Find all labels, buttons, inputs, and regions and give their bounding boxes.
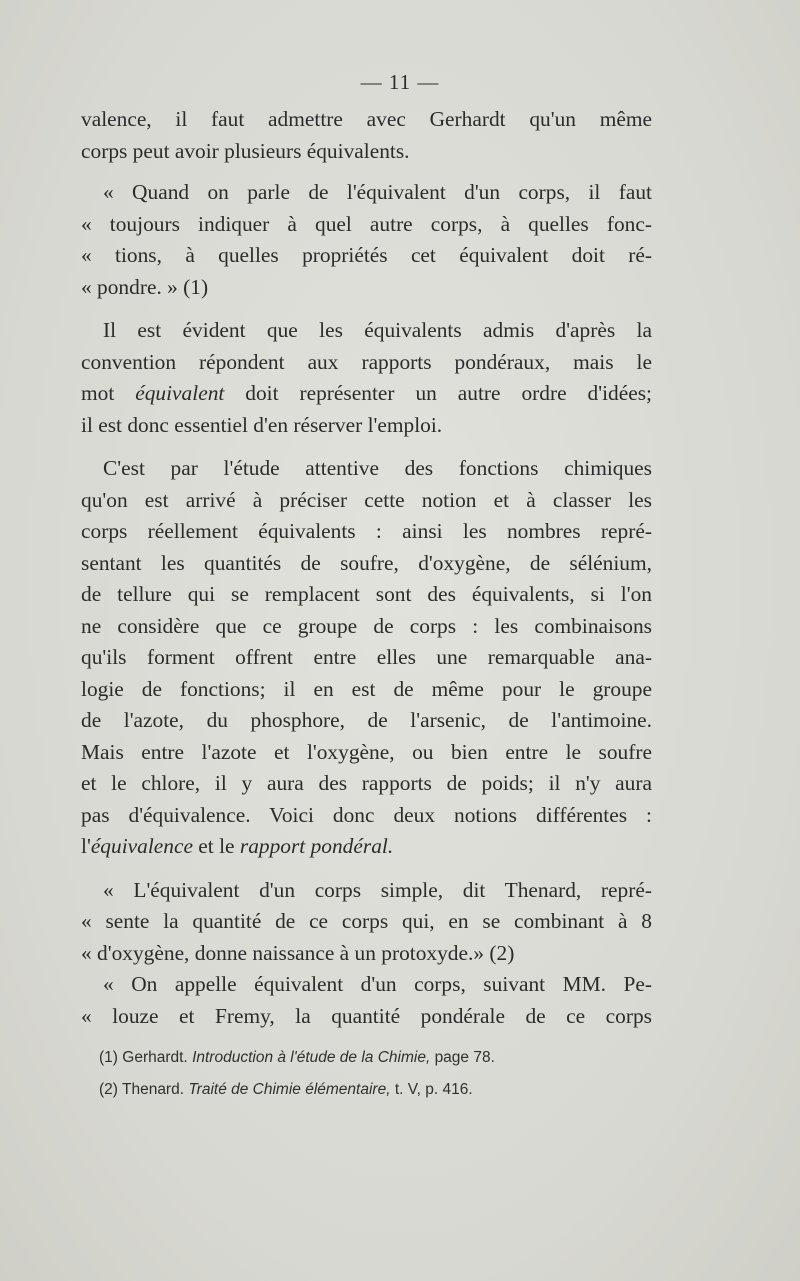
text-line: corps réellement équivalents : ainsi les nombres repré- — [81, 519, 652, 543]
text-line: convention répondent aux rapports pondéraux, mais le — [81, 349, 652, 374]
text-line: qu'ils forment offrent entre elles une remarquable ana- — [81, 645, 652, 669]
text-line: « On appelle équivalent d'un corps, suivant MM. Pe- — [103, 972, 652, 996]
text-line: « louze et Fremy, la quantité pondérale de ce corps — [81, 1003, 652, 1028]
text-line: « L'équivalent d'un corps simple, dit Thenard, repré- — [103, 877, 652, 902]
text-line: « pondre. » (1) — [81, 274, 209, 299]
text-line: C'est par l'étude attentive des fonctions chimiques — [103, 456, 652, 480]
footnotes — [99, 1046, 599, 1109]
text-line: Il est évident que les équivalents admis d'après la — [103, 318, 652, 342]
text-line: qu'on est arrivé à préciser cette notion et à classer les — [81, 487, 652, 512]
text-line: « tions, à quelles propriétés cet équivalent doit ré- — [81, 243, 652, 267]
text-line-with-italic: l'équivalence et le rapport pondéral. — [81, 834, 394, 858]
text-line: « d'oxygène, donne naissance à un protoxyde.» (2) — [81, 940, 515, 965]
text-line-with-italic: mot équivalent doit représenter un autre ordre d'idées; — [81, 381, 652, 405]
text-line: corps peut avoir plusieurs équivalents. — [81, 138, 410, 163]
footnote: (1) Gerhardt. Introduction à l'étude de la Chimie, page 78. — [99, 1049, 495, 1066]
text-line: ne considère que ce groupe de corps : les combinaisons — [81, 613, 652, 638]
text-line: « toujours indiquer à quel autre corps, à quelles fonc- — [81, 211, 652, 236]
text-line: « sente la quantité de ce corps qui, en se combinant à 8 — [81, 909, 652, 933]
text-line: il est donc essentiel d'en réserver l'emploi. — [81, 412, 443, 437]
footnote: (2) Thenard. Traité de Chimie élémentaire, t. V, p. 416. — [99, 1080, 473, 1098]
text-line: sentant les quantités de soufre, d'oxygène, de sélénium, — [81, 550, 652, 575]
text-line: de tellure qui se remplacent sont des équivalents, si l'on — [81, 582, 652, 606]
body-text — [81, 104, 652, 1032]
text-line: logie de fonctions; il en est de même pour le groupe — [81, 676, 652, 701]
text-line: et le chlore, il y aura des rapports de poids; il n'y aura — [81, 771, 652, 795]
text-line: valence, il faut admettre avec Gerhardt qu'un même — [81, 107, 652, 131]
text-line: « Quand on parle de l'équivalent d'un corps, il faut — [103, 180, 652, 204]
page-number: — 11 — — [360, 70, 440, 94]
text-line: de l'azote, du phosphore, de l'arsenic, de l'antimoine. — [81, 708, 652, 732]
text-line: Mais entre l'azote et l'oxygène, ou bien entre le soufre — [81, 739, 652, 764]
text-line: pas d'équivalence. Voici donc deux notions différentes : — [81, 802, 652, 827]
